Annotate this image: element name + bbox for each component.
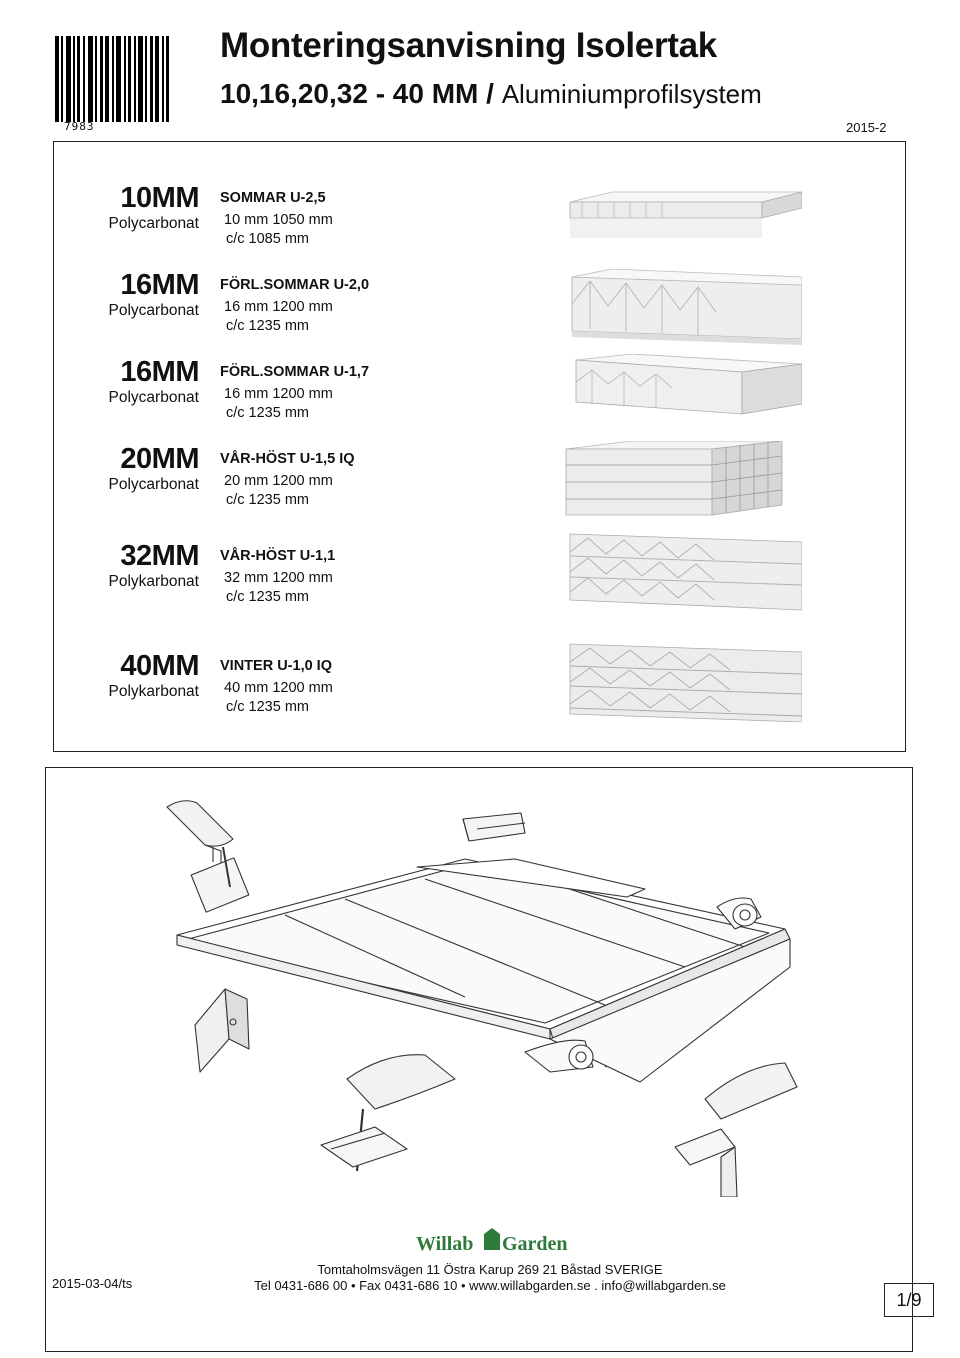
panel-image-16mm-b [562, 354, 802, 434]
assembly-diagram [45, 767, 913, 1197]
subtitle-sizes: 10,16,20,32 - 40 MM / [220, 78, 502, 109]
product-model: SOMMAR U-2,5 [220, 190, 326, 206]
barcode [55, 36, 169, 122]
panel-image-40mm [562, 642, 802, 722]
document-version: 2015-2 [846, 120, 887, 135]
product-dimensions: 20 mm 1200 mm [224, 473, 333, 489]
product-dimensions: 10 mm 1050 mm [224, 212, 333, 228]
bottom-right-cap-profile [675, 1063, 797, 1197]
product-thickness: 10MM [120, 182, 199, 214]
product-item [54, 540, 907, 628]
product-model: VÅR-HÖST U-1,1 [220, 548, 336, 564]
product-thickness: 16MM [120, 269, 199, 301]
page-subtitle [220, 78, 762, 110]
product-cc: c/c 1085 mm [226, 231, 309, 247]
company-contact: Tel 0431-686 00 • Fax 0431-686 10 • www.willabgarden.se . info@willabgarden.se [254, 1278, 726, 1293]
product-dimensions: 40 mm 1200 mm [224, 680, 333, 696]
product-dimensions: 32 mm 1200 mm [224, 570, 333, 586]
top-cap-profile [167, 801, 249, 912]
product-model: VINTER U-1,0 IQ [220, 658, 332, 674]
product-model: VÅR-HÖST U-1,5 IQ [220, 451, 355, 467]
edge-profile-top [463, 813, 525, 841]
product-item [54, 356, 907, 444]
svg-text:Willab: Willab [416, 1233, 474, 1255]
product-cc: c/c 1235 mm [226, 589, 309, 605]
panel-image-16mm [562, 269, 802, 349]
company-address: Tomtaholmsvägen 11 Östra Karup 269 21 Båstad SVERIGE [317, 1262, 663, 1277]
page-title: Monteringsanvisning Isolertak [220, 26, 717, 65]
product-dimensions: 16 mm 1200 mm [224, 299, 333, 315]
product-item [54, 269, 907, 357]
product-cc: c/c 1235 mm [226, 492, 309, 508]
product-thickness: 20MM [120, 443, 199, 475]
product-model: FÖRL.SOMMAR U-1,7 [220, 364, 370, 380]
product-thickness: 40MM [120, 650, 199, 682]
product-material: Polykarbonat [108, 573, 199, 590]
product-model: FÖRL.SOMMAR U-2,0 [220, 277, 370, 293]
product-cc: c/c 1235 mm [226, 699, 309, 715]
product-list [53, 141, 906, 752]
document-date: 2015-03-04/ts [52, 1276, 133, 1291]
product-material: Polykarbonat [108, 683, 199, 700]
product-material: Polycarbonat [108, 302, 199, 319]
barcode-number: 7983 [64, 120, 95, 133]
product-cc: c/c 1235 mm [226, 318, 309, 334]
corner-profile-left [195, 989, 249, 1072]
panel-image-32mm [562, 532, 802, 612]
tape-roll-bottom [525, 1040, 593, 1072]
product-thickness: 16MM [120, 356, 199, 388]
page-number: 1/9 [884, 1283, 934, 1317]
svg-text:Garden: Garden [502, 1233, 568, 1255]
product-material: Polycarbonat [108, 389, 199, 406]
product-material: Polycarbonat [108, 215, 199, 232]
product-item [54, 182, 907, 270]
product-item [54, 650, 907, 738]
product-item [54, 443, 907, 531]
product-dimensions: 16 mm 1200 mm [224, 386, 333, 402]
roof-panels [177, 859, 790, 1082]
company-logo [416, 1228, 581, 1258]
panel-image-20mm [562, 441, 802, 521]
product-cc: c/c 1235 mm [226, 405, 309, 421]
product-material: Polycarbonat [108, 476, 199, 493]
subtitle-system: Aluminiumprofilsystem [501, 79, 762, 109]
product-thickness: 32MM [120, 540, 199, 572]
bottom-cap-profile [321, 1055, 455, 1171]
panel-image-10mm [562, 190, 802, 270]
